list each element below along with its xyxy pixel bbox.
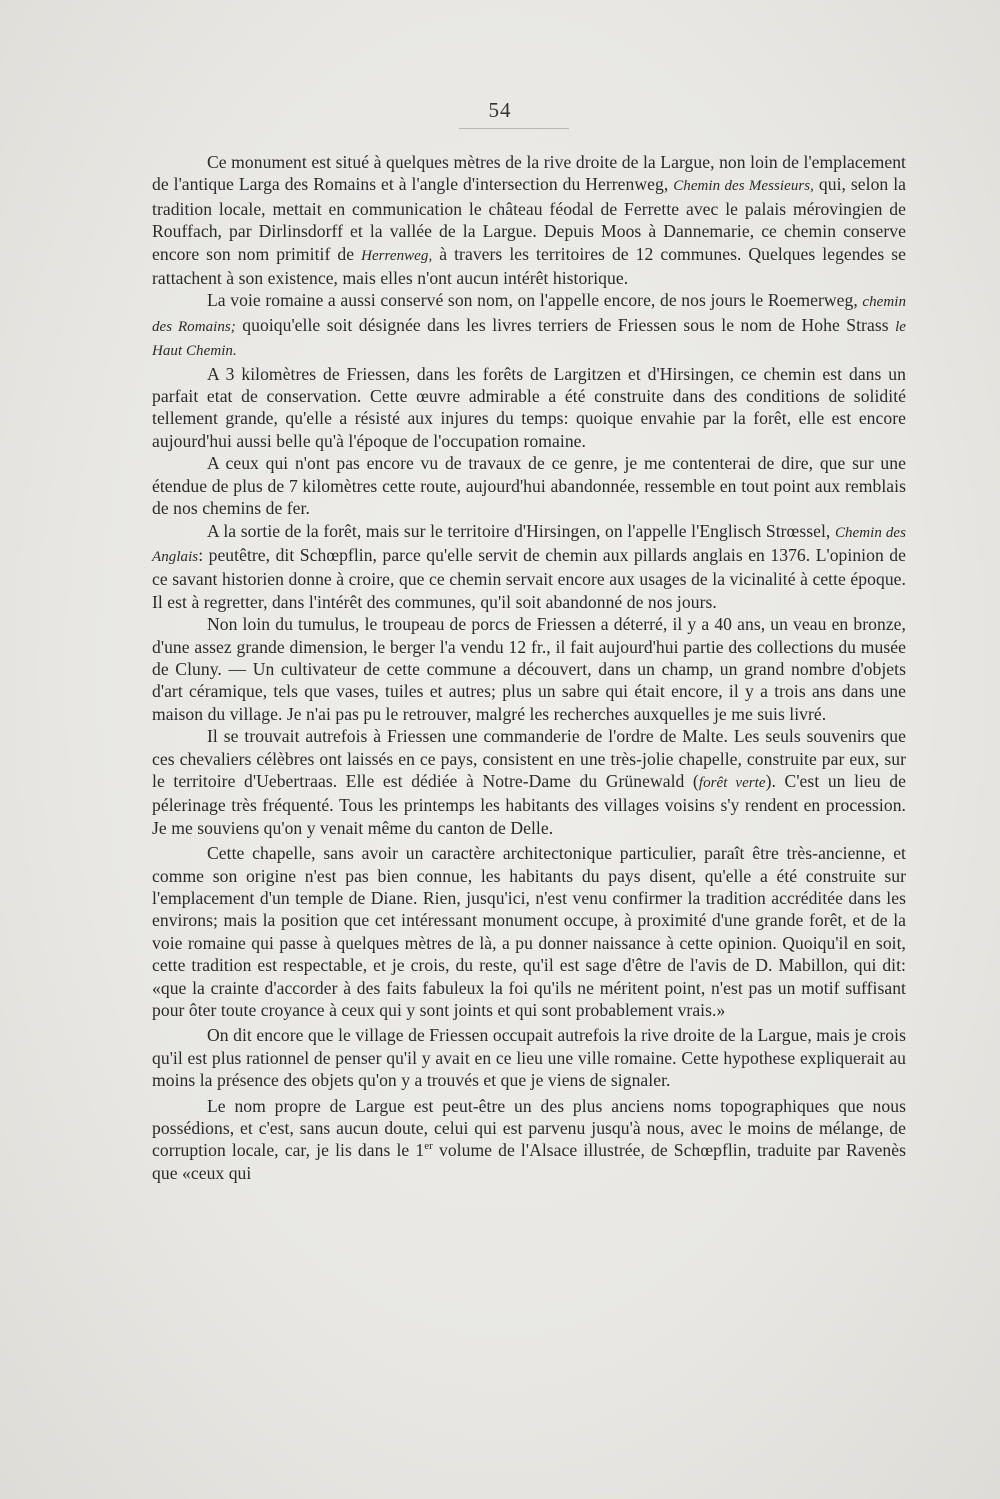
- paragraph: [152, 452, 906, 519]
- paragraph: [152, 289, 906, 362]
- paragraph: [152, 1024, 906, 1091]
- text-run: ). C'est un lieu de pélerinage très fréquenté. Tous les printemps les habitants des villages voisins s'y rendent en procession. Je me souviens qu'on y venait même du canton de Delle.: [152, 770, 906, 838]
- page-number: 54: [488, 98, 512, 122]
- paragraph: [152, 725, 906, 839]
- text-run: Non loin du tumulus, le troupeau de porcs de Friessen a déterré, il y a 40 ans, un veau en bronze, d'une assez grande dimension, le berger l'a vendu 12 fr., il fait aujourd'hui partie des collections du musée de Cluny. — Un cultivateur de cette commune a découvert, dans un champ, un grand nombre d'objets d'art céramique, tels que vases, tuiles et autres; plus un sabre qui était encore, il y a trois ans dans une maison du village. Je n'ai pas pu le retrouver, malgré les recherches auxquelles je me suis livré.: [152, 614, 906, 724]
- paragraph: [152, 363, 906, 453]
- paragraph: [152, 842, 906, 1021]
- italic-phrase: forêt verte: [698, 774, 766, 791]
- superscript: er: [424, 1140, 433, 1153]
- text-run: Le nom propre de Largue est peut-être un des plus anciens noms topographiques que nous possédions, et c'est, sans aucun doute, celui qui est parvenu jusqu'à nous, avec le moins de mélange, de corruption locale, car, je lis dans le 1: [152, 1095, 906, 1161]
- page-number-rule: [459, 128, 569, 129]
- text-run: On dit encore que le village de Friessen occupait autrefois la rive droite de la Largue, mais je crois qu'il est plus rationnel de penser qu'il y avait en ce lieu une ville romaine. Cette hypothese expliquerait au moins la présence des objets qu'on y a trouvés et que je viens de signaler.: [152, 1025, 906, 1091]
- italic-phrase: Herrenweg,: [361, 247, 433, 264]
- text-run: Ce monument est situé à quelques mètres de la rive droite de la Largue, non loin de l'emplacement de l'antique Larga des Romains et à l'angle d'intersection du Herrenweg,: [152, 152, 906, 195]
- italic-phrase: Chemin des Anglais: [152, 524, 906, 565]
- text-run: qui, selon la tradition locale, mettait en communication le château féodal de Ferrette avec le palais mérovingien de Rouffach, par Dirlinsdorff et la vallée de la Largue. Depuis Moos à Dannemarie, ce chemin conserve encore son nom primitif de: [152, 174, 906, 264]
- text-run: à travers les territoires de 12 communes. Quelques legendes se rattachent à son existence, mais elles n'ont aucun intérêt historique.: [152, 243, 906, 289]
- paragraph: [152, 613, 906, 725]
- paragraph: [152, 520, 906, 614]
- text-run: Il se trouvait autrefois à Friessen une commanderie de l'ordre de Malte. Les seuls souvenirs que ces chevaliers célèbres ont laissés en ce pays, consistent en une très-jolie chapelle, construite par eux, sur le territoire d'Uebertraas. Elle est dédiée à Notre-Dame du Grünewald (: [152, 726, 906, 791]
- paragraph: [152, 151, 906, 289]
- text-run: La voie romaine a aussi conservé son nom, on l'appelle encore, de nos jours le Roemerweg,: [207, 290, 863, 311]
- text-run: quoiqu'elle soit désignée dans les livres terriers de Friessen sous le nom de Hohe Strass: [235, 314, 896, 335]
- body-text: [152, 151, 906, 1184]
- text-run: A ceux qui n'ont pas encore vu de travaux de ce genre, je me contenterai de dire, que sur une étendue de plus de 7 kilomètres cette route, aujourd'hui abandonnée, ressemble en tout point aux remblais de nos chemins de fer.: [152, 453, 906, 519]
- text-run: : peutêtre, dit Schœpflin, parce qu'elle servit de chemin aux pillards anglais en 1376. L'opinion de ce savant historien donne à croire, que ce chemin servait encore aux usages de la vicinalité à cette époque. Il est à regretter, dans l'intérêt des communes, qu'il soit abandonné de nos jours.: [152, 544, 906, 612]
- text-run: Cette chapelle, sans avoir un caractère architectonique particulier, paraît être très-ancienne, et comme son origine n'est pas bien connue, les habitants du pays disent, qu'elle a été construite sur l'emplacement d'un temple de Diane. Rien, jusqu'ici, n'est venu confirmer la tradition accréditée dans les environs; mais la position que cet intéressant monument occupe, à proximité d'une grande forêt, et de la voie romaine qui passe à quelques mètres de là, a pu donner naissance à cette opinion. Quoiqu'il en soit, cette tradition est respectable, et je crois, du reste, qu'il est sage d'être de l'avis de D. Mabillon, qui dit: «que la crainte d'accorder à des faits fabuleux la foi qu'ils ne méritent point, n'est pas un motif suffisant pour ôter toute croyance à ceux qui y sont joints et qui sont probablement vrais.»: [152, 843, 906, 1021]
- italic-phrase: le Haut Chemin.: [152, 318, 906, 360]
- paragraph: [152, 1095, 906, 1185]
- italic-phrase: Chemin des Messieurs,: [673, 178, 814, 195]
- text-run: A la sortie de la forêt, mais sur le territoire d'Hirsingen, on l'appelle l'Englisch Strœssel,: [207, 520, 835, 541]
- text-run: volume de l'Alsace illustrée, de Schœpflin, traduite par Ravenès que «ceux qui: [152, 1140, 906, 1183]
- italic-phrase: chemin des Romains;: [152, 294, 906, 335]
- text-run: A 3 kilomètres de Friessen, dans les forêts de Largitzen et d'Hirsingen, ce chemin est dans un parfait etat de conservation. Cette œuvre admirable a été construite dans des conditions de solidité tellement grande, qu'elle a résisté aux injures du temps: quoique envahie par la forêt, elle est encore aujourd'hui aussi belle qu'à l'époque de l'occupation romaine.: [152, 363, 906, 451]
